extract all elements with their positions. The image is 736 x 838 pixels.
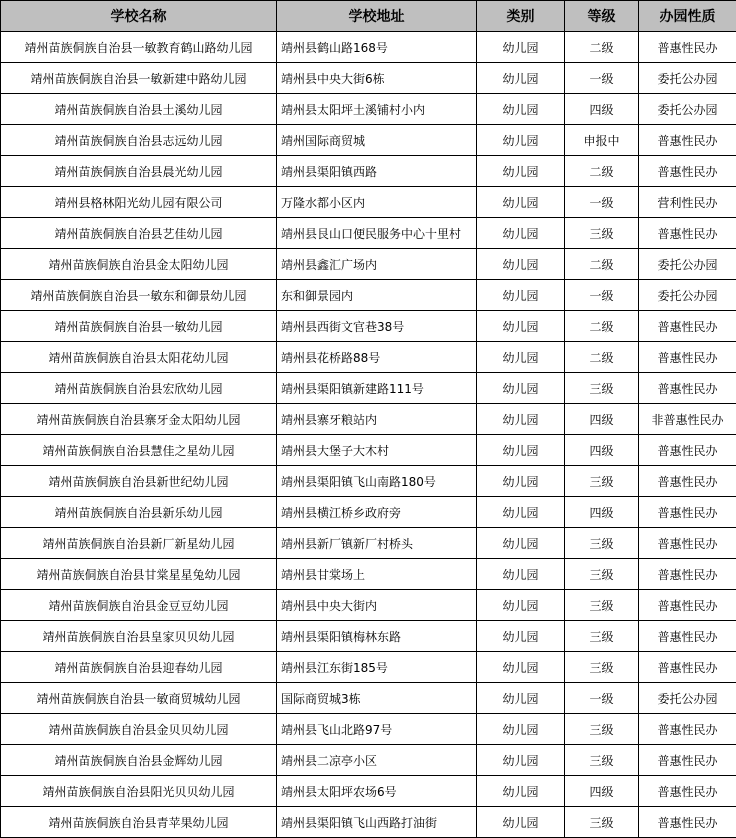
grade-cell: 三级 [565, 714, 639, 745]
school-address-cell: 靖州县寨牙粮站内 [277, 404, 477, 435]
table-row [1, 497, 736, 528]
school-name-cell: 靖州苗族侗族自治县金豆豆幼儿园 [1, 590, 277, 621]
table-row [1, 745, 736, 776]
school-address-cell: 靖州县鑫汇广场内 [277, 249, 477, 280]
school-address-cell: 靖州县飞山北路97号 [277, 714, 477, 745]
nature-cell: 普惠性民办 [639, 652, 736, 683]
school-address-cell: 靖州县大堡子大木村 [277, 435, 477, 466]
grade-cell: 四级 [565, 497, 639, 528]
school-name-cell: 靖州苗族侗族自治县土溪幼儿园 [1, 94, 277, 125]
school-name-cell: 靖州苗族侗族自治县青苹果幼儿园 [1, 807, 277, 838]
school-address-cell: 靖州县太阳坪农场6号 [277, 776, 477, 807]
school-name-cell: 靖州苗族侗族自治县宏欣幼儿园 [1, 373, 277, 404]
nature-cell: 普惠性民办 [639, 373, 736, 404]
school-address-cell: 靖州县艮山口便民服务中心十里村 [277, 218, 477, 249]
table-row [1, 590, 736, 621]
school-name-cell: 靖州苗族侗族自治县太阳花幼儿园 [1, 342, 277, 373]
type-cell: 幼儿园 [477, 745, 565, 776]
nature-cell: 普惠性民办 [639, 156, 736, 187]
school-name-cell: 靖州苗族侗族自治县新厂新星幼儿园 [1, 528, 277, 559]
table-row [1, 187, 736, 218]
type-cell: 幼儿园 [477, 187, 565, 218]
school-name-cell: 靖州苗族侗族自治县一敏幼儿园 [1, 311, 277, 342]
type-cell: 幼儿园 [477, 559, 565, 590]
table-row [1, 156, 736, 187]
type-cell: 幼儿园 [477, 652, 565, 683]
school-address-cell: 靖州县渠阳镇飞山西路打油街 [277, 807, 477, 838]
header-school-address: 学校地址 [277, 1, 477, 32]
grade-cell: 申报中 [565, 125, 639, 156]
school-name-cell: 靖州苗族侗族自治县新乐幼儿园 [1, 497, 277, 528]
table-row [1, 528, 736, 559]
school-name-cell: 靖州苗族侗族自治县皇家贝贝幼儿园 [1, 621, 277, 652]
nature-cell: 普惠性民办 [639, 218, 736, 249]
table-row [1, 249, 736, 280]
type-cell: 幼儿园 [477, 497, 565, 528]
grade-cell: 二级 [565, 32, 639, 63]
school-name-cell: 靖州苗族侗族自治县新世纪幼儿园 [1, 466, 277, 497]
nature-cell: 委托公办园 [639, 683, 736, 714]
type-cell: 幼儿园 [477, 311, 565, 342]
type-cell: 幼儿园 [477, 280, 565, 311]
school-address-cell: 靖州县花桥路88号 [277, 342, 477, 373]
grade-cell: 一级 [565, 280, 639, 311]
school-address-cell: 靖州县渠阳镇西路 [277, 156, 477, 187]
grade-cell: 二级 [565, 249, 639, 280]
nature-cell: 普惠性民办 [639, 497, 736, 528]
grade-cell: 三级 [565, 621, 639, 652]
nature-cell: 普惠性民办 [639, 311, 736, 342]
nature-cell: 普惠性民办 [639, 559, 736, 590]
type-cell: 幼儿园 [477, 590, 565, 621]
type-cell: 幼儿园 [477, 466, 565, 497]
type-cell: 幼儿园 [477, 32, 565, 63]
grade-cell: 三级 [565, 528, 639, 559]
grade-cell: 三级 [565, 373, 639, 404]
school-name-cell: 靖州苗族侗族自治县金太阳幼儿园 [1, 249, 277, 280]
school-name-cell: 靖州县格林阳光幼儿园有限公司 [1, 187, 277, 218]
table-row [1, 342, 736, 373]
school-name-cell: 靖州苗族侗族自治县甘棠星星兔幼儿园 [1, 559, 277, 590]
table-row [1, 683, 736, 714]
table-row [1, 63, 736, 94]
type-cell: 幼儿园 [477, 404, 565, 435]
type-cell: 幼儿园 [477, 528, 565, 559]
nature-cell: 普惠性民办 [639, 714, 736, 745]
grade-cell: 一级 [565, 187, 639, 218]
header-row [1, 1, 736, 32]
type-cell: 幼儿园 [477, 807, 565, 838]
school-address-cell: 靖州县新厂镇新厂村桥头 [277, 528, 477, 559]
table-row [1, 559, 736, 590]
nature-cell: 普惠性民办 [639, 590, 736, 621]
nature-cell: 普惠性民办 [639, 528, 736, 559]
nature-cell: 普惠性民办 [639, 807, 736, 838]
grade-cell: 三级 [565, 559, 639, 590]
school-address-cell: 靖州县中央大街6栋 [277, 63, 477, 94]
type-cell: 幼儿园 [477, 714, 565, 745]
grade-cell: 三级 [565, 466, 639, 497]
school-address-cell: 靖州县渠阳镇梅林东路 [277, 621, 477, 652]
table-row [1, 435, 736, 466]
school-address-cell: 万隆水都小区内 [277, 187, 477, 218]
nature-cell: 普惠性民办 [639, 466, 736, 497]
type-cell: 幼儿园 [477, 373, 565, 404]
grade-cell: 四级 [565, 435, 639, 466]
school-name-cell: 靖州苗族侗族自治县金贝贝幼儿园 [1, 714, 277, 745]
school-name-cell: 靖州苗族侗族自治县一敏教育鹤山路幼儿园 [1, 32, 277, 63]
grade-cell: 一级 [565, 683, 639, 714]
header-type: 类别 [477, 1, 565, 32]
type-cell: 幼儿园 [477, 94, 565, 125]
school-address-cell: 靖州县甘棠场上 [277, 559, 477, 590]
school-name-cell: 靖州苗族侗族自治县金辉幼儿园 [1, 745, 277, 776]
grade-cell: 一级 [565, 63, 639, 94]
type-cell: 幼儿园 [477, 621, 565, 652]
grade-cell: 三级 [565, 218, 639, 249]
nature-cell: 普惠性民办 [639, 435, 736, 466]
nature-cell: 普惠性民办 [639, 32, 736, 63]
school-address-cell: 靖州县鹤山路168号 [277, 32, 477, 63]
school-name-cell: 靖州苗族侗族自治县迎春幼儿园 [1, 652, 277, 683]
table-row [1, 311, 736, 342]
grade-cell: 三级 [565, 590, 639, 621]
school-address-cell: 国际商贸城3栋 [277, 683, 477, 714]
nature-cell: 委托公办园 [639, 63, 736, 94]
grade-cell: 三级 [565, 652, 639, 683]
nature-cell: 普惠性民办 [639, 342, 736, 373]
table-row [1, 373, 736, 404]
type-cell: 幼儿园 [477, 683, 565, 714]
type-cell: 幼儿园 [477, 156, 565, 187]
table-row [1, 466, 736, 497]
school-address-cell: 东和御景园内 [277, 280, 477, 311]
school-address-cell: 靖州县渠阳镇新建路111号 [277, 373, 477, 404]
school-address-cell: 靖州县横江桥乡政府旁 [277, 497, 477, 528]
school-name-cell: 靖州苗族侗族自治县志远幼儿园 [1, 125, 277, 156]
grade-cell: 四级 [565, 404, 639, 435]
header-grade: 等级 [565, 1, 639, 32]
type-cell: 幼儿园 [477, 776, 565, 807]
grade-cell: 三级 [565, 807, 639, 838]
header-school-name: 学校名称 [1, 1, 277, 32]
nature-cell: 委托公办园 [639, 249, 736, 280]
grade-cell: 四级 [565, 776, 639, 807]
nature-cell: 普惠性民办 [639, 745, 736, 776]
nature-cell: 普惠性民办 [639, 621, 736, 652]
table-header [1, 1, 736, 32]
table-row [1, 621, 736, 652]
school-name-cell: 靖州苗族侗族自治县晨光幼儿园 [1, 156, 277, 187]
school-address-cell: 靖州县渠阳镇飞山南路180号 [277, 466, 477, 497]
school-address-cell: 靖州县中央大街内 [277, 590, 477, 621]
school-address-cell: 靖州县西街文官巷38号 [277, 311, 477, 342]
grade-cell: 二级 [565, 156, 639, 187]
type-cell: 幼儿园 [477, 249, 565, 280]
table-body [1, 32, 736, 838]
nature-cell: 非普惠性民办 [639, 404, 736, 435]
type-cell: 幼儿园 [477, 435, 565, 466]
table-row [1, 807, 736, 838]
nature-cell: 营利性民办 [639, 187, 736, 218]
grade-cell: 三级 [565, 745, 639, 776]
school-name-cell: 靖州苗族侗族自治县一敏商贸城幼儿园 [1, 683, 277, 714]
nature-cell: 普惠性民办 [639, 776, 736, 807]
type-cell: 幼儿园 [477, 218, 565, 249]
school-address-cell: 靖州县二凉亭小区 [277, 745, 477, 776]
school-address-cell: 靖州县江东街185号 [277, 652, 477, 683]
grade-cell: 四级 [565, 94, 639, 125]
table-row [1, 776, 736, 807]
table-row [1, 714, 736, 745]
school-address-cell: 靖州国际商贸城 [277, 125, 477, 156]
grade-cell: 二级 [565, 311, 639, 342]
nature-cell: 普惠性民办 [639, 125, 736, 156]
table-row [1, 404, 736, 435]
nature-cell: 委托公办园 [639, 94, 736, 125]
school-name-cell: 靖州苗族侗族自治县一敏东和御景幼儿园 [1, 280, 277, 311]
school-name-cell: 靖州苗族侗族自治县寨牙金太阳幼儿园 [1, 404, 277, 435]
table-row [1, 652, 736, 683]
school-name-cell: 靖州苗族侗族自治县阳光贝贝幼儿园 [1, 776, 277, 807]
school-name-cell: 靖州苗族侗族自治县一敏新建中路幼儿园 [1, 63, 277, 94]
school-address-cell: 靖州县太阳坪土溪铺村小内 [277, 94, 477, 125]
table-row [1, 32, 736, 63]
table-row [1, 125, 736, 156]
grade-cell: 二级 [565, 342, 639, 373]
nature-cell: 委托公办园 [639, 280, 736, 311]
school-name-cell: 靖州苗族侗族自治县艺佳幼儿园 [1, 218, 277, 249]
table-row [1, 94, 736, 125]
type-cell: 幼儿园 [477, 125, 565, 156]
type-cell: 幼儿园 [477, 342, 565, 373]
type-cell: 幼儿园 [477, 63, 565, 94]
header-nature: 办园性质 [639, 1, 736, 32]
table-row [1, 218, 736, 249]
table-row [1, 280, 736, 311]
school-name-cell: 靖州苗族侗族自治县慧佳之星幼儿园 [1, 435, 277, 466]
